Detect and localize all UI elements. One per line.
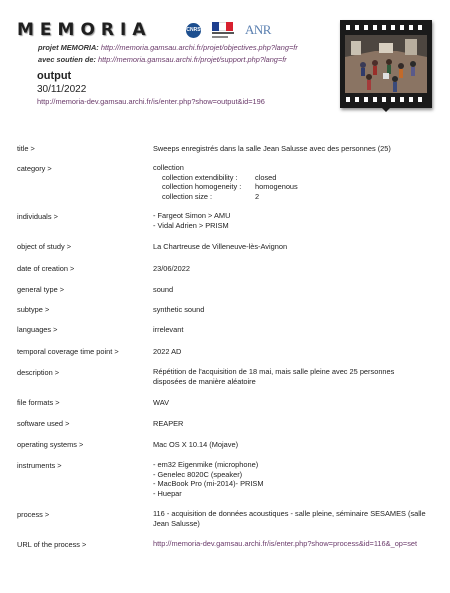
project-label: projet MEMORIA: <box>38 43 99 52</box>
field-label-object-of-study: object of study > <box>17 242 72 251</box>
field-label-category: category > <box>17 164 52 173</box>
republique-francaise-logo <box>212 22 234 39</box>
individual-item: - Fargeot Simon > AMU <box>153 211 231 220</box>
field-label-title: title > <box>17 144 35 153</box>
field-label-subtype: subtype > <box>17 305 50 314</box>
field-label-url-of-process: URL of the process > <box>17 540 87 549</box>
field-label-operating-systems: operating systems > <box>17 440 84 449</box>
field-label-software-used: software used > <box>17 419 70 428</box>
instrument-item: - Genelec 8020C (speaker) <box>153 469 243 479</box>
instrument-item: - MacBook Pro (mi-2014)- PRISM <box>153 479 264 489</box>
field-value-file-formats: WAV <box>153 398 170 407</box>
category-detail-value: homogenous <box>255 182 298 192</box>
field-value-subtype: synthetic sound <box>153 305 205 314</box>
output-url-link[interactable]: http://memoria-dev.gamsau.archi.fr/is/enter.php?show=output&id=196 <box>37 97 265 106</box>
film-perforations-bottom <box>346 97 426 102</box>
field-value-category <box>153 163 298 201</box>
category-detail-key: collection size : <box>162 191 213 201</box>
field-label-languages: languages > <box>17 325 58 334</box>
support-link[interactable]: http://memoria.gamsau.archi.fr/projet/support.php?lang=fr <box>97 55 287 64</box>
project-line <box>38 43 298 52</box>
output-date: 30/11/2022 <box>37 84 87 95</box>
field-value-individuals <box>153 211 230 230</box>
output-thumbnail[interactable] <box>340 20 432 108</box>
instrument-item: - em32 Eigenmike (microphone) <box>153 460 259 469</box>
field-label-individuals: individuals > <box>17 212 58 221</box>
category-detail-row <box>153 192 298 202</box>
field-value-title: Sweeps enregistrés dans la salle Jean Salusse avec des personnes (25) <box>153 144 391 153</box>
category-detail-row <box>153 173 298 183</box>
individual-item: - Vidal Adrien > PRISM <box>153 220 229 230</box>
field-value-operating-systems: Mac OS X 10.14 (Mojave) <box>153 440 239 449</box>
category-detail-key: collection extendibility : <box>162 172 238 182</box>
field-label-description: description > <box>17 368 60 377</box>
page-title: output <box>37 70 72 82</box>
process-url-link[interactable]: http://memoria-dev.gamsau.archi.fr/is/enter.php?show=process&id=116&_op=set <box>153 539 418 548</box>
field-label-file-formats: file formats > <box>17 398 60 407</box>
category-detail-value: 2 <box>255 191 260 201</box>
brand-title: MEMORIA <box>17 20 152 40</box>
category-detail-row <box>153 182 298 192</box>
support-line <box>38 55 287 64</box>
anr-logo: ANR <box>245 22 271 37</box>
field-label-general-type: general type > <box>17 285 65 294</box>
room-photo <box>345 35 427 93</box>
field-value-description: Répétition de l'acquisition de 18 mai, mais salle pleine avec 25 personnes disposées de manière aléatoire <box>153 367 395 386</box>
category-value: collection <box>153 163 184 172</box>
film-perforations-top <box>346 25 426 30</box>
field-value-languages: irrelevant <box>153 325 184 334</box>
instrument-item: - Huepar <box>153 488 182 498</box>
category-detail-key: collection homogeneity : <box>162 182 242 192</box>
field-value-process: 116 - acquisition de données acoustiques - salle pleine, séminaire SESAMES (salle Jean Salusse) <box>153 509 426 528</box>
field-value-temporal-coverage: 2022 AD <box>153 347 182 356</box>
film-pointer <box>380 106 392 112</box>
project-link[interactable]: http://memoria.gamsau.archi.fr/projet/objectives.php?lang=fr <box>100 43 298 52</box>
field-value-general-type: sound <box>153 285 174 294</box>
field-value-date-of-creation: 23/06/2022 <box>153 264 190 273</box>
category-detail-value: closed <box>255 172 277 182</box>
support-label: avec soutien de: <box>38 55 96 64</box>
field-label-temporal-coverage: temporal coverage time point > <box>17 347 119 356</box>
field-label-date-of-creation: date of creation > <box>17 264 75 273</box>
field-value-software-used: REAPER <box>153 419 184 428</box>
field-label-instruments: instruments > <box>17 461 62 470</box>
field-value-instruments <box>153 460 263 498</box>
field-label-process: process > <box>17 510 50 519</box>
cnrs-logo: CNRS <box>186 23 201 38</box>
field-value-object-of-study: La Chartreuse de Villeneuve-lès-Avignon <box>153 242 288 251</box>
